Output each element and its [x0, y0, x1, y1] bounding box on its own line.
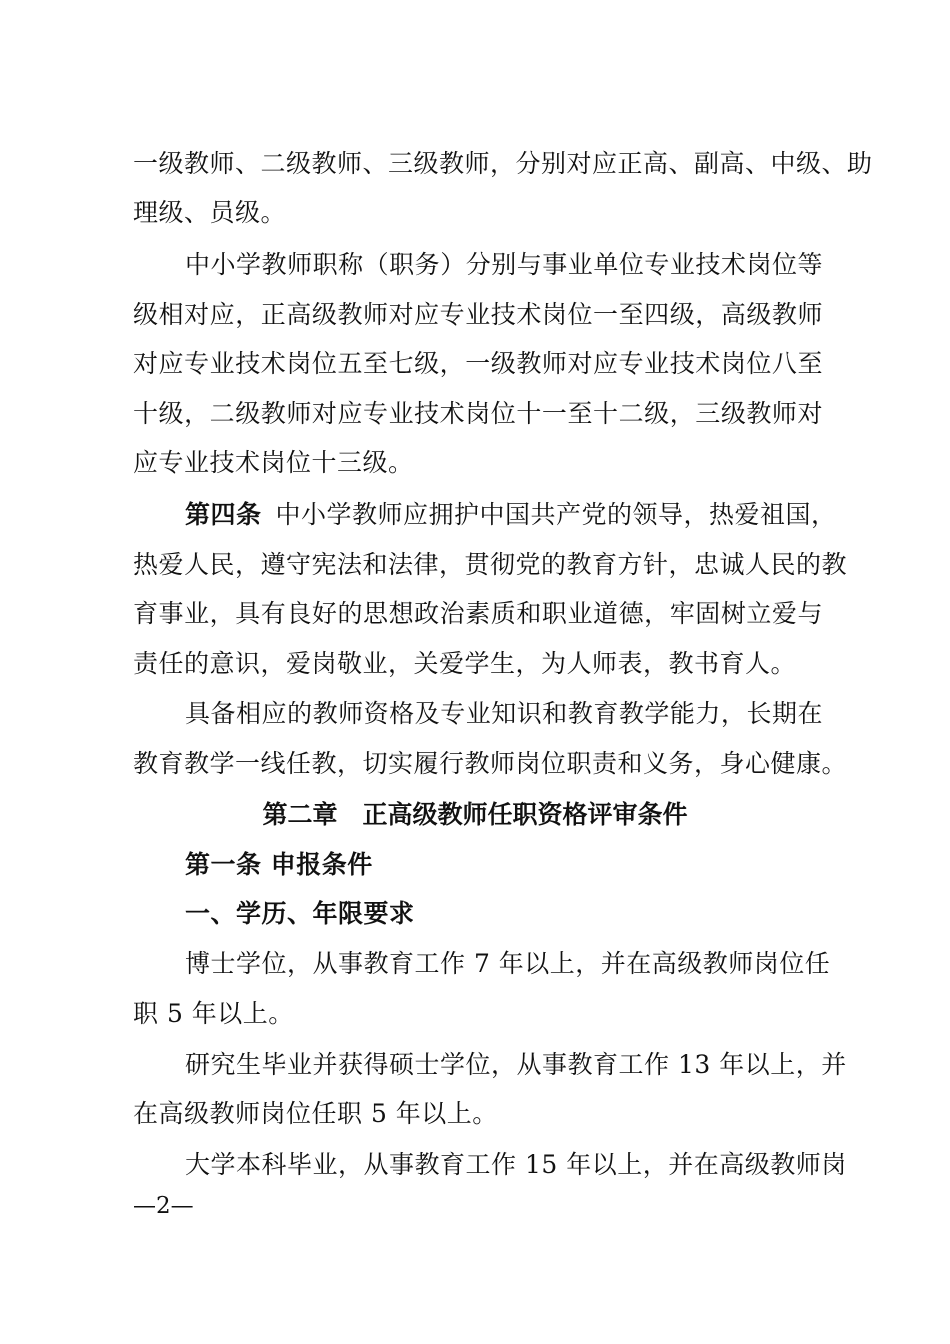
body-line: 研究生毕业并获得硕士学位，从事教育工作 13 年以上，并 — [185, 1050, 847, 1079]
body-line: 在高级教师岗位任职 5 年以上。 — [133, 1099, 498, 1128]
body-line: 中小学教师职称（职务）分别与事业单位专业技术岗位等 — [185, 250, 823, 279]
body-line: 理级、员级。 — [133, 198, 287, 227]
body-line: 具备相应的教师资格及专业知识和教育教学能力，长期在 — [185, 699, 823, 728]
article-line — [185, 495, 837, 535]
subsection-heading: 一、学历、年限要求 — [185, 899, 415, 928]
chapter-heading: 第二章 正高级教师任职资格评审条件 — [262, 800, 688, 829]
article-label: 第四条 — [185, 500, 262, 529]
body-line: 级相对应，正高级教师对应专业技术岗位一至四级，高级教师 — [133, 300, 823, 329]
body-line: 责任的意识，爱岗敬业，关爱学生，为人师表，教书育人。 — [133, 649, 797, 678]
body-line: 大学本科毕业，从事教育工作 15 年以上，并在高级教师岗 — [185, 1150, 847, 1179]
section-heading: 第一条 申报条件 — [185, 850, 373, 879]
body-line: 对应专业技术岗位五至七级，一级教师对应专业技术岗位八至 — [133, 349, 823, 378]
body-line: 一级教师、二级教师、三级教师，分别对应正高、副高、中级、助 — [133, 149, 873, 178]
body-line: 十级，二级教师对应专业技术岗位十一至十二级，三级教师对 — [133, 399, 823, 428]
body-line: 教育教学一线任教，切实履行教师岗位职责和义务，身心健康。 — [133, 749, 848, 778]
body-text: 中小学教师应拥护中国共产党的领导，热爱祖国， — [275, 500, 837, 529]
body-line: 育事业，具有良好的思想政治素质和职业道德，牢固树立爱与 — [133, 599, 823, 628]
page-number: —2— — [133, 1193, 194, 1219]
body-line: 博士学位，从事教育工作 7 年以上，并在高级教师岗位任 — [185, 949, 831, 978]
body-line: 应专业技术岗位十三级。 — [133, 448, 414, 477]
body-line: 职 5 年以上。 — [133, 999, 294, 1028]
body-line: 热爱人民，遵守宪法和法律，贯彻党的教育方针，忠诚人民的教 — [133, 550, 848, 579]
